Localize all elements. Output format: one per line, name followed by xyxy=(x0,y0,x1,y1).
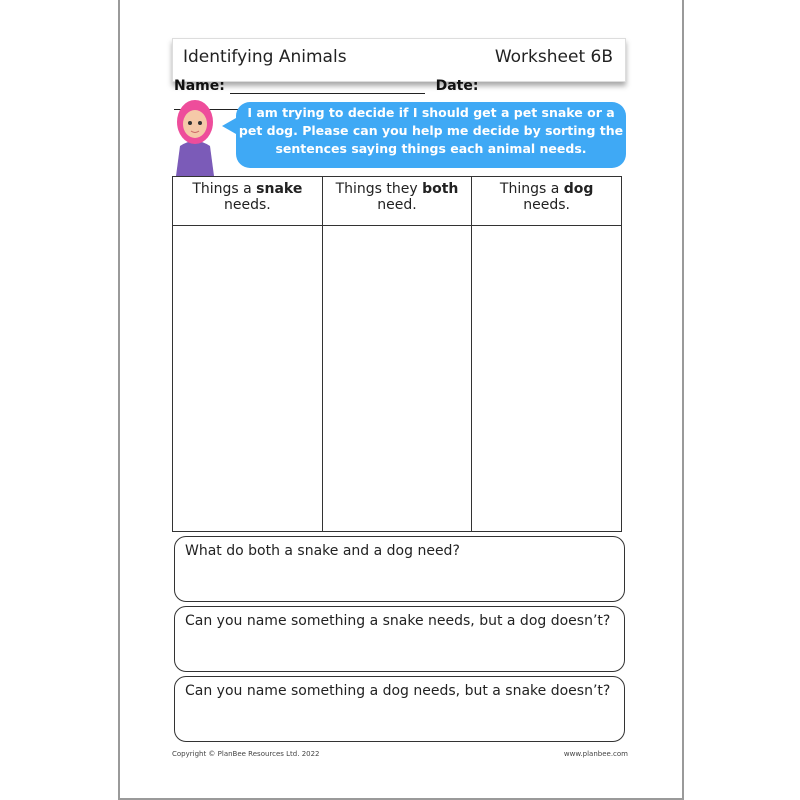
column-header-dog: Things a dog needs. xyxy=(472,177,622,226)
question-box-2[interactable] xyxy=(174,606,625,672)
name-label: Name: xyxy=(174,78,225,94)
question-text: What do both a snake and a dog need? xyxy=(185,543,460,559)
worksheet-title: Identifying Animals xyxy=(183,47,347,67)
column-header-snake: Things a snake needs. xyxy=(173,177,323,226)
name-field[interactable] xyxy=(230,81,425,94)
copyright-text: Copyright © PlanBee Resources Ltd. 2022 xyxy=(172,750,320,758)
sorting-table xyxy=(172,176,622,532)
worksheet-number: Worksheet 6B xyxy=(494,47,613,67)
both-need-cell[interactable] xyxy=(322,226,472,532)
column-header-both: Things they both need. xyxy=(322,177,472,226)
question-text: Can you name something a dog needs, but a snake doesn’t? xyxy=(185,683,611,699)
website-link[interactable]: www.planbee.com xyxy=(563,750,628,758)
question-box-3[interactable] xyxy=(174,676,625,742)
dog-needs-cell[interactable] xyxy=(472,226,622,532)
date-label: Date: xyxy=(435,78,479,94)
speech-bubble: I am trying to decide if I should get a pet snake or a pet dog. Please can you help me decide by sorting the sentences saying things each animal needs. xyxy=(236,102,626,168)
question-text: Can you name something a snake needs, but a dog doesn’t? xyxy=(185,613,611,629)
snake-needs-cell[interactable] xyxy=(173,226,323,532)
worksheet-header xyxy=(172,38,626,82)
girl-character-icon xyxy=(172,96,218,176)
question-box-1[interactable] xyxy=(174,536,625,602)
